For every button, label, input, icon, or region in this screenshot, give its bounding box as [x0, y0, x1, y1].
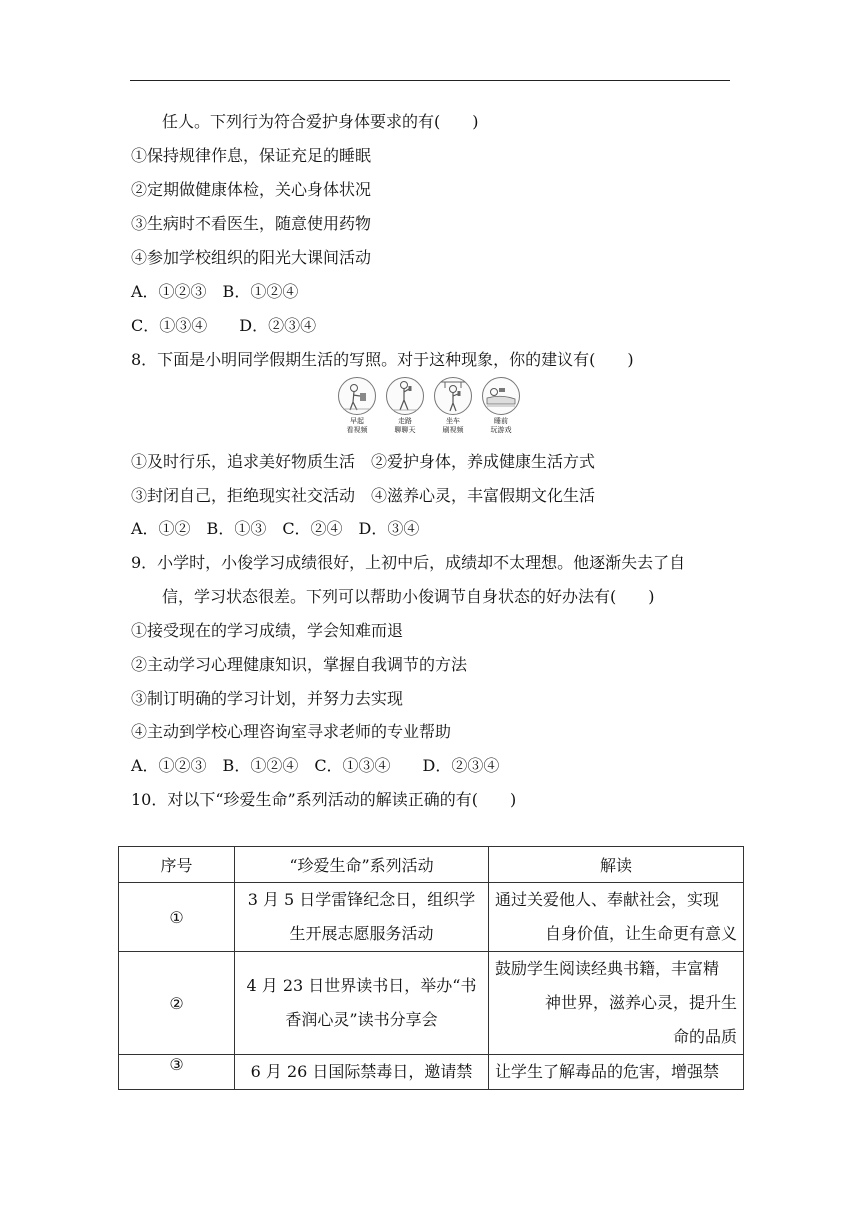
q8-picture-3 — [432, 376, 474, 434]
q9-item-4: ④主动到学校心理咨询室寻求老师的专业帮助 — [131, 722, 452, 741]
q7-stem-tail: 任人。下列行为符合爱护身体要求的有( ) — [162, 112, 479, 131]
row-3-reading — [489, 1055, 744, 1090]
row-1-reading-line-1: 通过关爱他人、奉献社会，实现 — [495, 890, 720, 909]
q7-item-2: ②定期做健康体检，关心身体状况 — [131, 180, 372, 199]
row-3-number: ③ — [119, 1055, 235, 1090]
person-in-bed-icon — [481, 376, 521, 416]
q10-activity-table — [118, 846, 744, 1090]
q9-item-1: ①接受现在的学习成绩，学会知难而退 — [131, 621, 404, 640]
q8-options: A．①② B．①③ C．②④ D．③④ — [131, 519, 420, 538]
q9-options: A．①②③ B．①②④ C．①③④ D．②③④ — [131, 756, 500, 775]
q7-item-1: ①保持规律作息，保证充足的睡眠 — [131, 146, 372, 165]
q7-item-4: ④参加学校组织的阳光大课间活动 — [131, 248, 372, 267]
header-rule — [130, 80, 730, 81]
table-row — [119, 1055, 744, 1090]
person-on-bus-icon — [433, 376, 473, 416]
person-walking-phone-icon — [385, 376, 425, 416]
q9-stem-line-1: 9．小学时，小俊学习成绩很好，上初中后，成绩却不太理想。他逐渐失去了自 — [131, 553, 686, 572]
q8-picture-4-caption-2: 玩游戏 — [490, 426, 512, 434]
q8-picture-2-caption-2: 聊聊天 — [394, 426, 416, 434]
person-watching-icon — [337, 376, 377, 416]
table-row — [119, 952, 744, 1055]
row-1-activity-line-2: 生开展志愿服务活动 — [289, 924, 434, 943]
row-2-reading-line-3: 命的品质 — [672, 1027, 737, 1046]
row-2-activity-line-1: 4 月 23 日世界读书日，举办“书 — [246, 976, 477, 995]
q9-stem-line-2: 信，学习状态很差。下列可以帮助小俊调节自身状态的好办法有( ) — [162, 587, 655, 606]
row-2-reading-line-1: 鼓励学生阅读经典书籍，丰富精 — [495, 959, 720, 978]
row-2-reading — [489, 952, 744, 1055]
row-2-reading-line-2: 神世界，滋养心灵，提升生 — [544, 993, 737, 1012]
q8-items-line-1: ①及时行乐，追求美好物质生活 ②爱护身体，养成健康生活方式 — [131, 452, 596, 471]
q8-picture-1-caption-2: 看视频 — [346, 426, 368, 434]
row-1-activity-line-1: 3 月 5 日学雷锋纪念日，组织学 — [247, 890, 476, 909]
q8-picture-1 — [336, 376, 378, 434]
q7-options-1: A．①②③ B．①②④ — [131, 282, 299, 301]
q8-picture-2-caption-1: 走路 — [398, 417, 412, 425]
table-row — [119, 883, 744, 952]
q8-stem: 8．下面是小明同学假期生活的写照。对于这种现象，你的建议有( ) — [131, 350, 634, 369]
q9-item-3: ③制订明确的学习计划，并努力去实现 — [131, 689, 404, 708]
header-number: 序号 — [119, 847, 235, 883]
q8-picture-3-caption-2: 刷视频 — [442, 426, 464, 434]
header-reading: 解读 — [489, 847, 744, 883]
q9-item-2: ②主动学习心理健康知识，掌握自我调节的方法 — [131, 655, 468, 674]
q8-illustration — [336, 376, 526, 440]
q8-items-line-2: ③封闭自己，拒绝现实社交活动 ④滋养心灵，丰富假期文化生活 — [131, 486, 596, 505]
q8-picture-3-caption-1: 坐车 — [446, 417, 460, 425]
row-2-activity — [235, 952, 489, 1055]
row-1-number: ① — [119, 883, 235, 952]
q8-picture-1-caption-1: 早起 — [350, 417, 364, 425]
row-3-activity-line-1: 6 月 26 日国际禁毒日，邀请禁 — [250, 1062, 473, 1081]
q8-picture-4-caption-1: 睡前 — [494, 417, 508, 425]
q8-picture-4 — [480, 376, 522, 434]
row-1-activity — [235, 883, 489, 952]
q10-stem: 10．对以下“珍爱生命”系列活动的解读正确的有( ) — [131, 790, 517, 809]
row-1-reading-line-2: 自身价值，让生命更有意义 — [544, 924, 737, 943]
row-1-reading — [489, 883, 744, 952]
row-3-activity — [235, 1055, 489, 1090]
q7-item-3: ③生病时不看医生，随意使用药物 — [131, 214, 372, 233]
q7-options-2: C．①③④ D．②③④ — [131, 316, 317, 335]
row-2-activity-line-2: 香润心灵”读书分享会 — [285, 1010, 438, 1029]
table-header-row — [119, 847, 744, 883]
row-2-number: ② — [119, 952, 235, 1055]
header-activity: “珍爱生命”系列活动 — [235, 847, 489, 883]
row-3-reading-line-1: 让学生了解毒品的危害，增强禁 — [495, 1062, 720, 1081]
q8-picture-2 — [384, 376, 426, 434]
